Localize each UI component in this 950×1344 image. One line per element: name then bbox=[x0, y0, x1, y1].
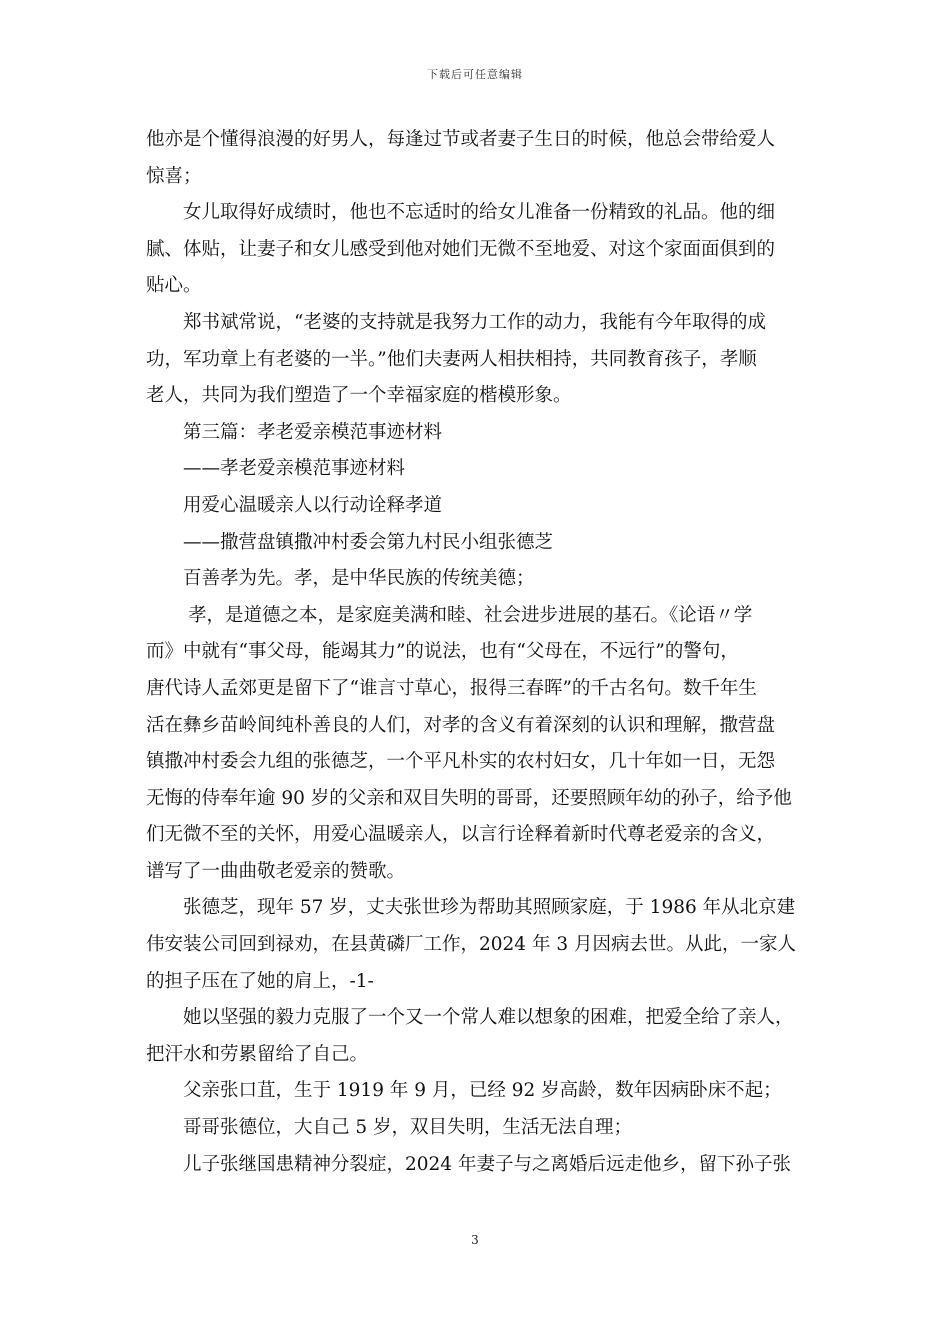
paragraph-line: 父亲张口苴，生于 1919 年 9 月，已经 92 岁高龄，数年因病卧床不起； bbox=[183, 1080, 782, 1102]
paragraph-line: 惊喜； bbox=[146, 165, 202, 187]
paragraph-line: 孝，是道德之本，是家庭美满和睦、社会进步进展的基石。《论语〃学 bbox=[188, 604, 753, 626]
paragraph-line: 唐代诗人孟郊更是留下了“谁言寸草心，报得三春晖”的千古名句。数千年生 bbox=[146, 677, 757, 699]
paragraph-line: 谱写了一曲曲敬老爱亲的赞歌。 bbox=[146, 860, 406, 882]
paragraph-line: 而》中就有“事父母，能竭其力”的说法，也有“父母在，不远行”的警句， bbox=[146, 641, 739, 663]
paragraph-line: 百善孝为先。孝，是中华民族的传统美德； bbox=[183, 568, 535, 590]
paragraph-line: 张德芝，现年 57 岁，丈夫张世珍为帮助其照顾家庭，于 1986 年从北京建 bbox=[183, 897, 796, 919]
paragraph-line: 郑书斌常说，“老婆的支持就是我努力工作的动力，我能有今年取得的成 bbox=[183, 311, 766, 333]
document-body bbox=[146, 122, 814, 1183]
section-title: 第三篇：孝老爱亲模范事迹材料 bbox=[183, 421, 443, 443]
paragraph-line: 女儿取得好成绩时，他也不忘适时的给女儿准备一份精致的礼品。他的细 bbox=[183, 202, 776, 224]
paragraph-line: 镇撒冲村委会九组的张德芝，一个平凡朴实的农村妇女，几十年如一日，无怨 bbox=[146, 751, 776, 773]
paragraph-line: 伟安装公司回到禄劝，在县黄磷厂工作，2024 年 3 月因病去世。从此，一家人 bbox=[146, 934, 796, 956]
paragraph-line: 哥哥张德位，大自己 5 岁，双目失明，生活无法自理； bbox=[183, 1117, 633, 1139]
paragraph-line: 儿子张继国患精神分裂症，2024 年妻子与之离婚后远走他乡，留下孙子张 bbox=[183, 1153, 791, 1175]
section-subtitle: ——孝老爱亲模范事迹材料 bbox=[183, 458, 406, 480]
page-header: 下载后可任意编辑 bbox=[427, 68, 523, 81]
paragraph-line: 活在彝乡苗岭间纯朴善良的人们，对孝的含义有着深刻的认识和理解，撒营盘 bbox=[146, 714, 776, 736]
paragraph-line: 他亦是个懂得浪漫的好男人，每逢过节或者妻子生日的时候，他总会带给爱人 bbox=[146, 129, 776, 150]
paragraph-line: 她以坚强的毅力克服了一个又一个常人难以想象的困难，把爱全给了亲人， bbox=[183, 1007, 794, 1029]
paragraph-line: 把汗水和劳累留给了自己。 bbox=[146, 1043, 369, 1065]
paragraph-line: 腻、体贴，让妻子和女儿感受到他对她们无微不至地爱、对这个家面面俱到的 bbox=[146, 238, 776, 260]
page-number: 3 bbox=[471, 1233, 479, 1247]
paragraph-line: 的担子压在了她的肩上，-1- bbox=[146, 970, 374, 992]
article-title: 用爱心温暖亲人以行动诠释孝道 bbox=[183, 494, 443, 516]
paragraph-line: 功，军功章上有老婆的一半。”他们夫妻两人相扶相持，共同教育孩子，孝顺 bbox=[146, 348, 757, 370]
paragraph-line: 无悔的侍奉年逾 90 岁的父亲和双目失明的哥哥，还要照顾年幼的孙子，给予他 bbox=[146, 787, 792, 809]
article-byline: ——撒营盘镇撒冲村委会第九村民小组张德芝 bbox=[183, 531, 554, 553]
paragraph-line: 老人，共同为我们塑造了一个幸福家庭的楷模形象。 bbox=[146, 385, 572, 407]
paragraph-line: 贴心。 bbox=[146, 275, 202, 297]
paragraph-line: 们无微不至的关怀，用爱心温暖亲人，以言行诠释着新时代尊老爱亲的含义， bbox=[146, 824, 776, 846]
